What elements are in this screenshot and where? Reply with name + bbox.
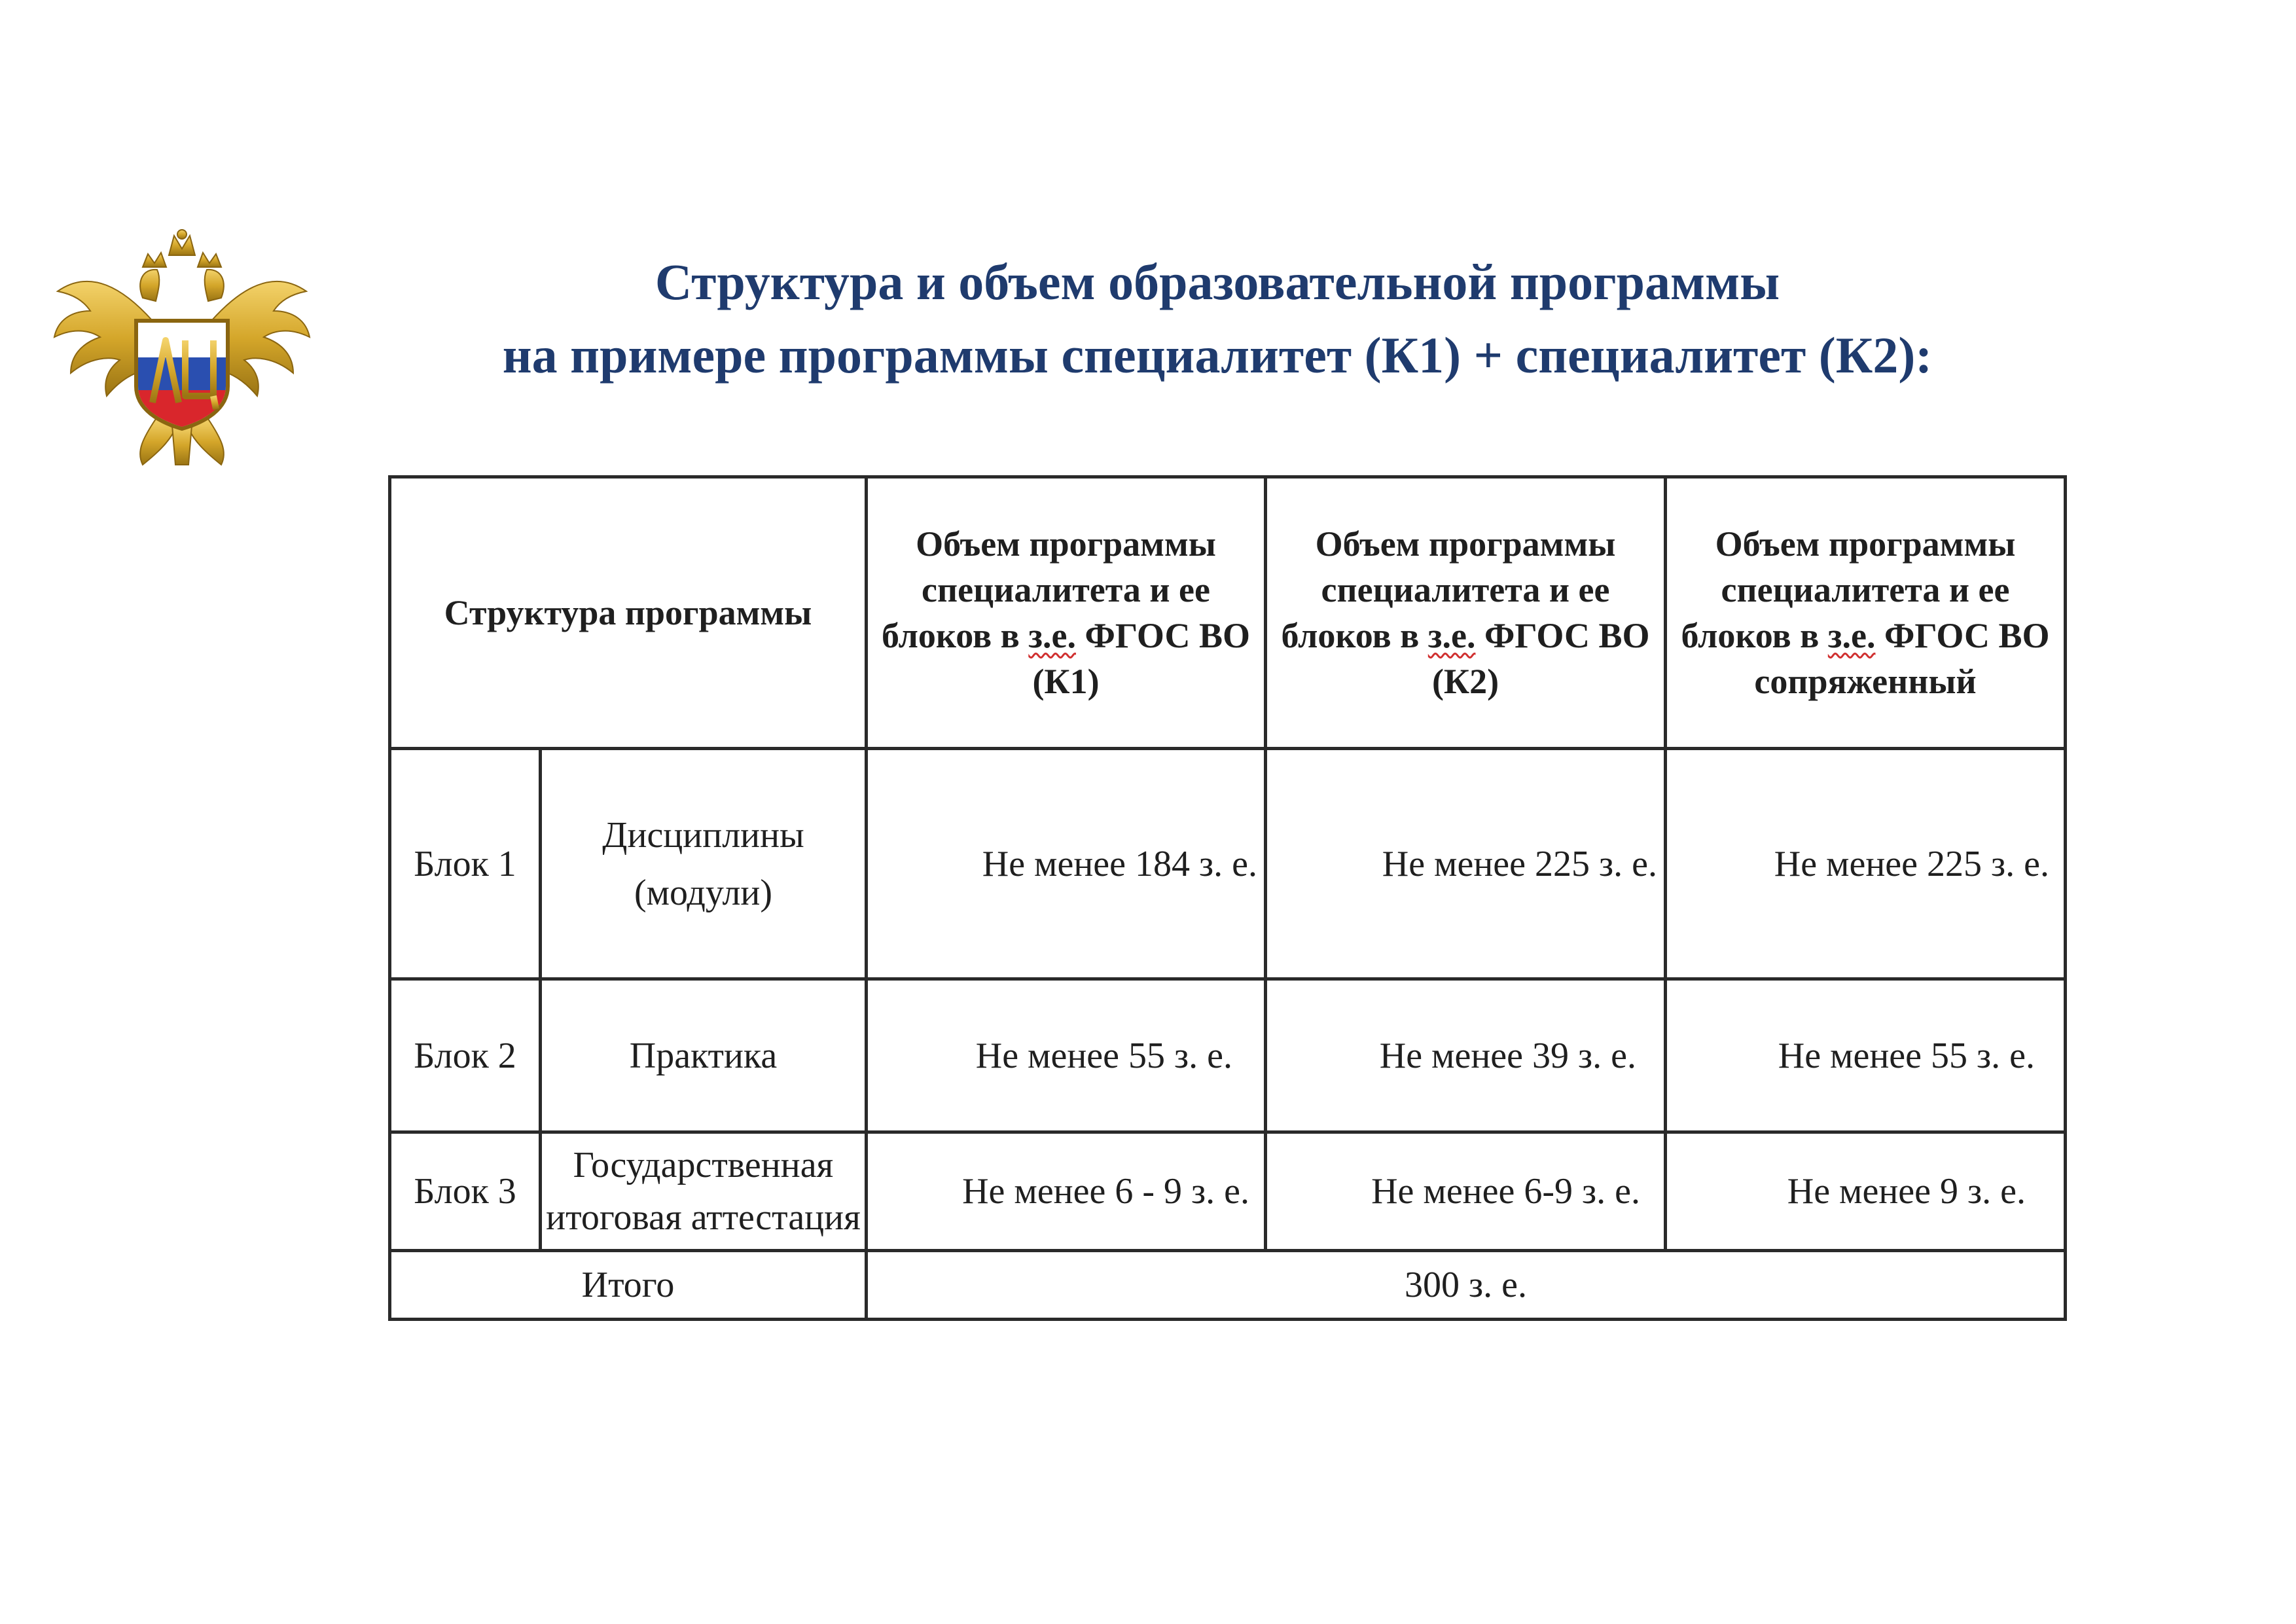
block-name: Государственная итоговая аттестация xyxy=(541,1132,867,1251)
title-line-2: на примере программы специалитет (К1) + специалитет (К2): xyxy=(502,327,1933,384)
title-line-1: Структура и объем образовательной программы xyxy=(655,253,1780,310)
value-k1: Не менее 184 з. е. xyxy=(867,749,1266,979)
table-total-row xyxy=(390,1251,2066,1320)
header-structure: Структура программы xyxy=(390,477,867,749)
header-k2: Объем программы специалитета и ее блоков в з.е. ФГОС ВО (К2) xyxy=(1266,477,1666,749)
table-row xyxy=(390,979,2066,1132)
value-combined: Не менее 9 з. е. xyxy=(1666,1132,2066,1251)
total-label: Итого xyxy=(390,1251,867,1320)
value-k2: Не менее 39 з. е. xyxy=(1266,979,1666,1132)
header-k1: Объем программы специалитета и ее блоков в з.е. ФГОС ВО (К1) xyxy=(867,477,1266,749)
value-k2: Не менее 225 з. е. xyxy=(1266,749,1666,979)
value-combined: Не менее 225 з. е. xyxy=(1666,749,2066,979)
program-structure-table xyxy=(388,475,2067,1321)
table-row xyxy=(390,1132,2066,1251)
block-label: Блок 3 xyxy=(390,1132,541,1251)
value-combined: Не менее 55 з. е. xyxy=(1666,979,2066,1132)
value-k1: Не менее 55 з. е. xyxy=(867,979,1266,1132)
block-name: Дисциплины (модули) xyxy=(541,749,867,979)
total-value: 300 з. е. xyxy=(867,1251,2066,1320)
value-k2: Не менее 6-9 з. е. xyxy=(1266,1132,1666,1251)
page-title xyxy=(367,245,2068,392)
header-combined: Объем программы специалитета и ее блоков в з.е. ФГОС ВО сопряженный xyxy=(1666,477,2066,749)
table-header-row xyxy=(390,477,2066,749)
block-label: Блок 2 xyxy=(390,979,541,1132)
table-row xyxy=(390,749,2066,979)
value-k1: Не менее 6 - 9 з. е. xyxy=(867,1132,1266,1251)
coat-of-arms-emblem xyxy=(45,229,319,468)
block-label: Блок 1 xyxy=(390,749,541,979)
block-name: Практика xyxy=(541,979,867,1132)
